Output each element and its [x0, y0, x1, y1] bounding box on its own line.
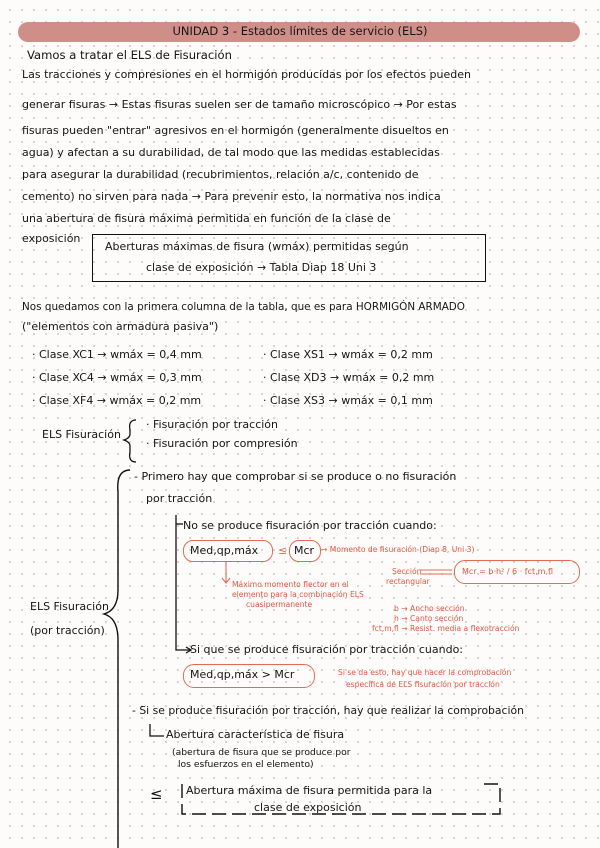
abertura-sub: los esfuerzos en el elemento) — [178, 759, 314, 770]
els-type-item: · Fisuración por compresión — [146, 437, 298, 450]
intro-line: fisuras pueden "entrar" agresivos en el hormigón (generalmente disueltos en — [22, 124, 449, 137]
mcr-note: → Momento de fisuración (Diap 8, Uni 3) — [321, 545, 475, 554]
med-note: cuasipermanente — [246, 600, 313, 609]
step1-line: por tracción — [146, 492, 213, 505]
no-fisuracion-heading: No se produce fisuración por tracción cuando: — [183, 519, 437, 532]
med-mcr-condition: Med,qp,máx > Mcr — [190, 668, 295, 681]
exposure-class: · Clase XC1 → wmáx = 0,4 mm — [32, 348, 202, 361]
si-note: específica de ELS fisuración por tracción — [346, 680, 500, 689]
els-types-label: ELS Fisuración — [42, 428, 121, 441]
abertura-title: Abertura característica de fisura — [166, 728, 345, 741]
si-fisuracion-heading: Si que se produce fisuración por tracción cuando: — [190, 643, 464, 656]
exposure-class: · Clase XD3 → wmáx = 0,2 mm — [263, 371, 435, 384]
els-type-item: · Fisuración por tracción — [146, 418, 279, 431]
exposure-class: · Clase XC4 → wmáx = 0,3 mm — [32, 371, 202, 384]
step1-line: - Primero hay que comprobar si se produce o no fisuración — [134, 470, 457, 483]
med-note: Máximo momento flector en el — [232, 580, 349, 589]
page-title: UNIDAD 3 - Estados límites de servicio (ELS) — [172, 24, 428, 38]
leq-symbol-2: ≤ — [150, 785, 163, 803]
step2-line: - Si se produce fisuración por tracción, hay que realizar la comprobación — [132, 704, 524, 717]
seccion-note: rectangular — [386, 577, 430, 586]
exposure-class: · Clase XF4 → wmáx = 0,2 mm — [32, 394, 202, 407]
definition: b → Ancho sección — [394, 604, 465, 613]
intro-line: generar fisuras → Estas fisuras suelen ser de tamaño microscópico → Por estas — [22, 98, 457, 111]
med-label: Med,qp,máx — [190, 544, 259, 557]
med-note: elemento para la combinación ELS — [232, 590, 364, 599]
seccion-note: Sección — [392, 567, 422, 576]
max-abertura-line2: clase de exposición — [254, 801, 362, 814]
boxed-note-line2: clase de exposición → Tabla Diap 18 Uni 3 — [146, 261, 377, 274]
abertura-sub: (abertura de fisura que se produce por — [172, 747, 351, 758]
definition: fct,m,fl → Resist. media a flexotracción — [372, 624, 520, 633]
traccion-label: (por tracción) — [30, 624, 105, 637]
traccion-label: ELS Fisuración — [30, 600, 109, 613]
intro-line: Las tracciones y compresiones en el hormigón producidas por los efectos pueden — [22, 68, 471, 81]
leq-symbol: ≤ — [278, 544, 288, 557]
intro-line: agua) y afectan a su durabilidad, de tal modo que las medidas establecidas — [22, 146, 440, 159]
definition: h → Canto sección — [394, 614, 464, 623]
table-note-line2: ("elementos con armadura pasiva") — [22, 320, 219, 333]
exposure-class: · Clase XS3 → wmáx = 0,1 mm — [263, 394, 433, 407]
exposure-class: · Clase XS1 → wmáx = 0,2 mm — [263, 348, 433, 361]
boxed-note-line1: Aberturas máximas de fisura (wmáx) permitidas según — [105, 240, 409, 253]
max-abertura-line1: Abertura máxima de fisura permitida para la — [186, 784, 433, 797]
mcr-formula: Mcr = b·h² / 6 · fct,m,fl — [462, 567, 554, 576]
intro-line: Vamos a tratar el ELS de Fisuración — [27, 48, 232, 62]
table-note-line1: Nos quedamos con la primera columna de la tabla, que es para HORMIGÓN ARMADO — [22, 301, 465, 313]
intro-line: para asegurar la durabilidad (recubrimientos, relación a/c, contenido de — [22, 168, 419, 181]
mcr-label: Mcr — [294, 544, 315, 557]
intro-line: una abertura de fisura máxima permitida en función de la clase de — [22, 212, 391, 225]
intro-line: cemento) no sirven para nada → Para prevenir esto, la normativa nos indica — [22, 190, 441, 203]
si-note: Si se da esto, hay que hacer la comprobación — [338, 668, 512, 677]
intro-line: exposición — [22, 232, 81, 245]
